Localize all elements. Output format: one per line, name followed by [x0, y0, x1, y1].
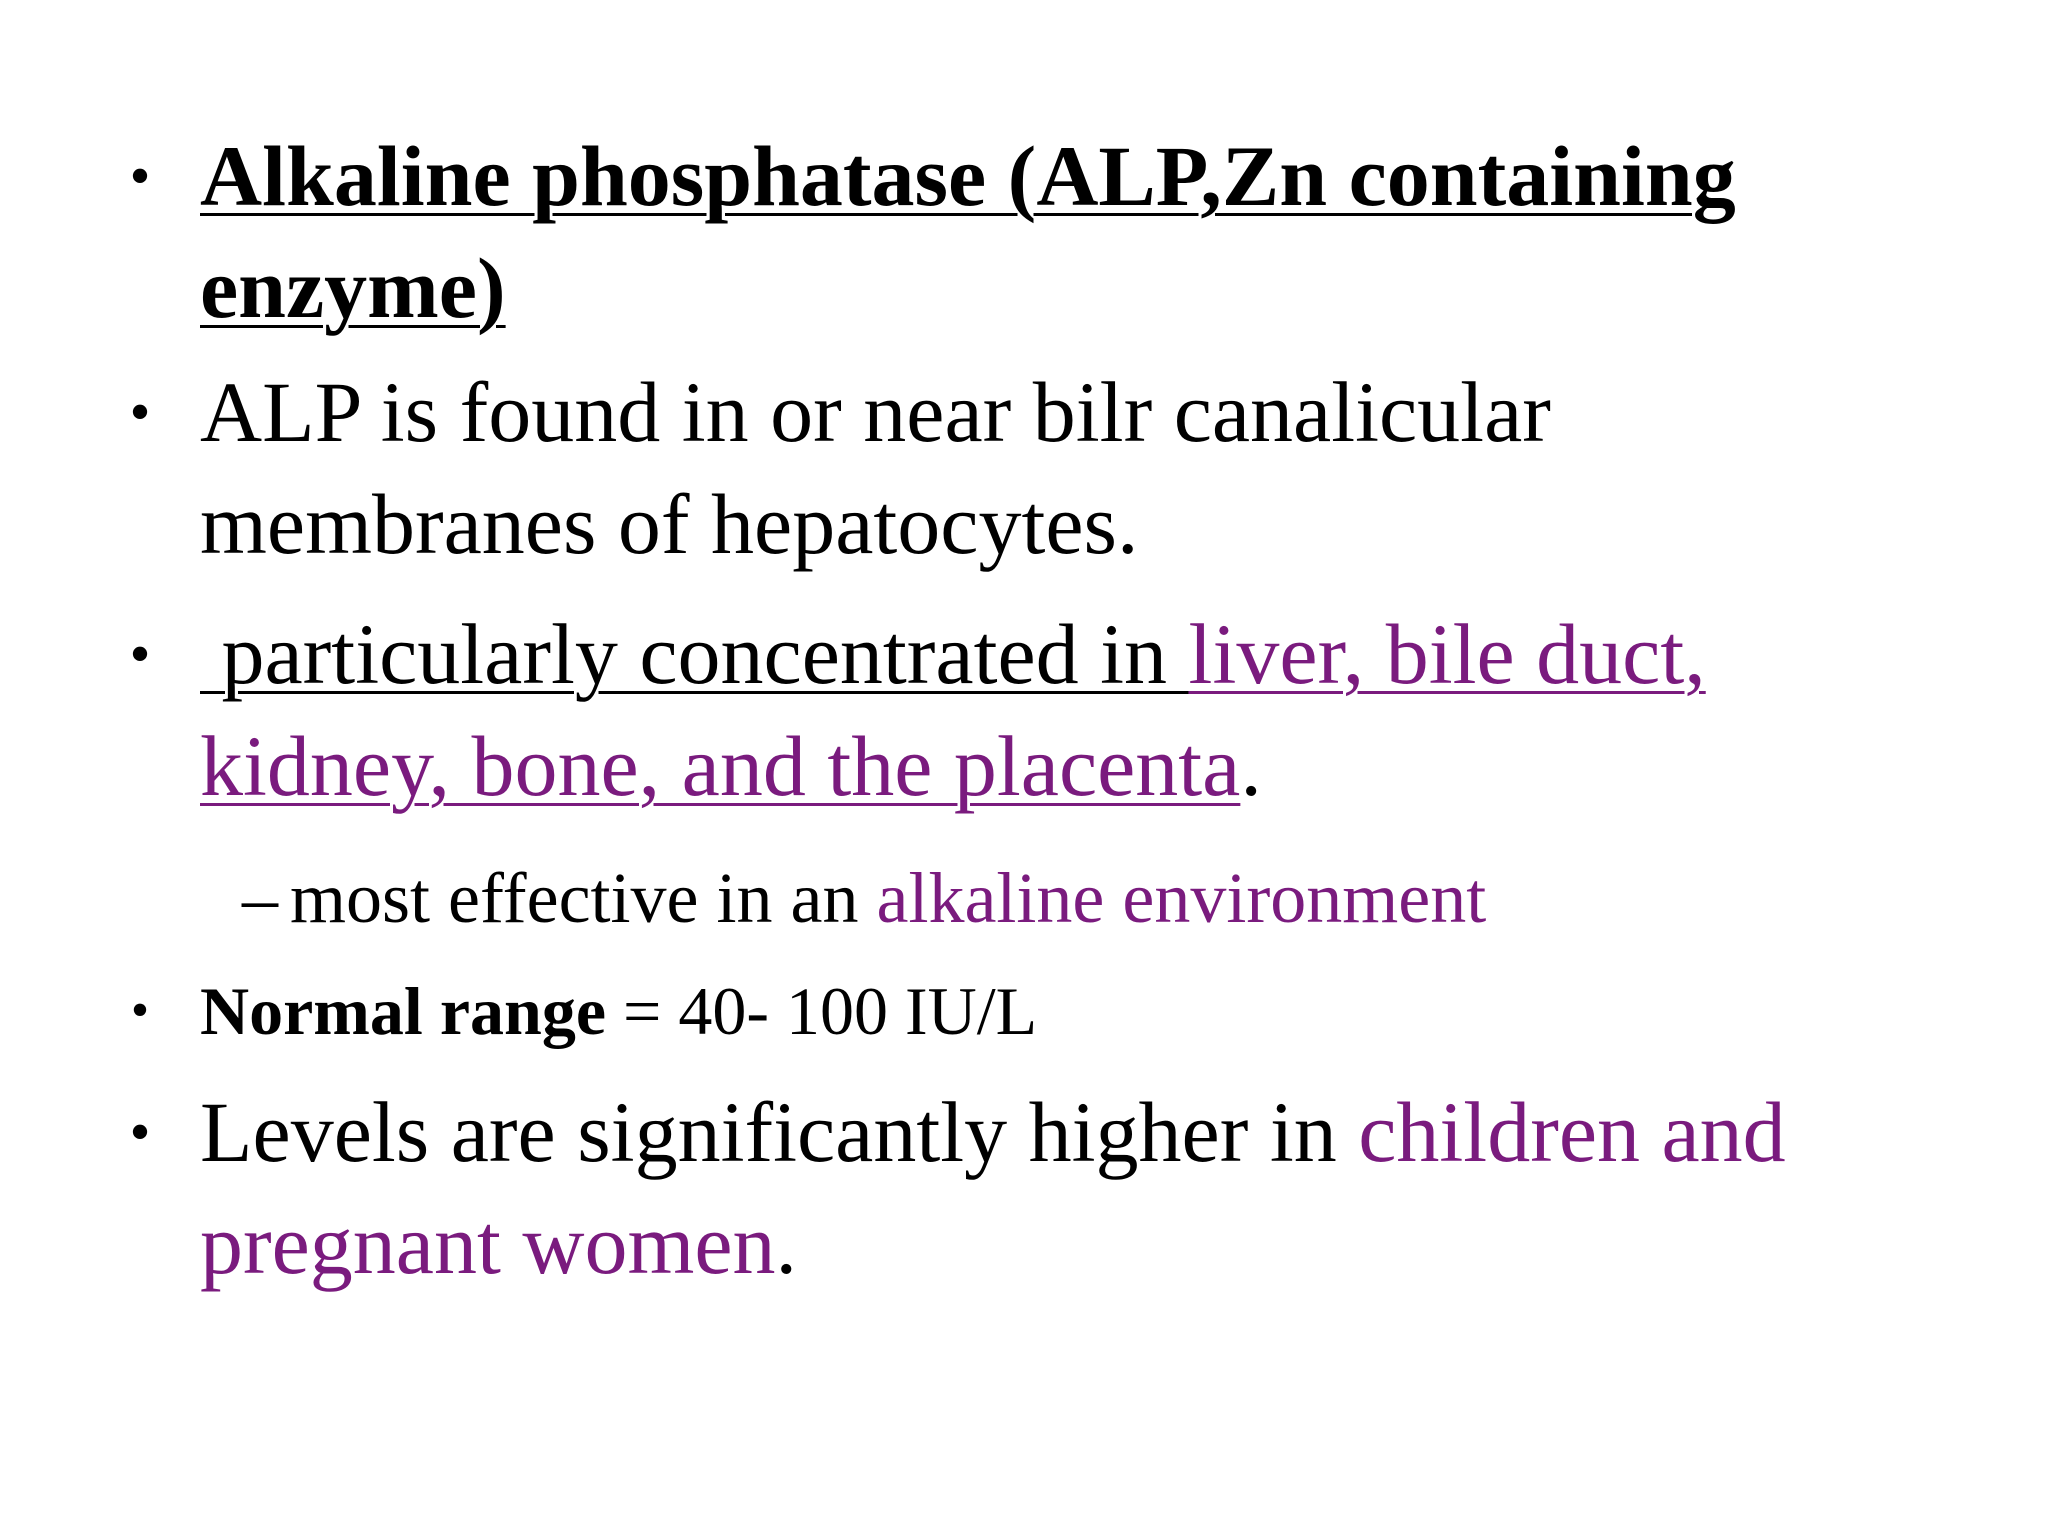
bullet-item-normal-range	[130, 965, 1960, 1057]
alkaline-line	[290, 850, 2048, 946]
alkaline-text: most effective in an	[290, 858, 877, 938]
normal-range-label: Normal range	[200, 973, 607, 1049]
bullet-icon: •	[129, 379, 151, 445]
concentration-line-1	[200, 598, 1960, 710]
bullet-icon: •	[130, 982, 150, 1039]
bullet-icon: •	[129, 1099, 151, 1165]
levels-text: Levels are significantly higher in	[200, 1084, 1359, 1180]
bullet-icon: •	[129, 143, 151, 209]
normal-range-value: = 40- 100 IU/L	[606, 973, 1038, 1049]
bullet-icon: •	[129, 621, 151, 687]
levels-highlight-part-2: pregnant women	[200, 1196, 776, 1292]
levels-line-1	[200, 1076, 1960, 1188]
concentration-organs-part-1: liver, bile duct,	[1188, 606, 1706, 702]
alkaline-highlight: alkaline environment	[876, 858, 1487, 938]
location-line-2: membranes of hepatocytes.	[200, 476, 1139, 572]
normal-range-line	[200, 965, 1960, 1057]
levels-highlight-part-1: children and	[1358, 1084, 1786, 1180]
concentration-period: .	[1240, 718, 1262, 814]
bullet-item-levels	[129, 1076, 1960, 1300]
alp-title-line-2: enzyme)	[200, 240, 506, 336]
concentration-line-2	[200, 710, 1960, 822]
bullet-item-concentration	[129, 598, 1960, 822]
bullet-item-location	[129, 356, 1960, 580]
location-line-1: ALP is found in or near bilr canalicular	[200, 364, 1551, 460]
dash-icon: –	[242, 858, 278, 938]
concentration-text: particularly concentrated in	[200, 606, 1189, 702]
concentration-organs-part-2: kidney, bone, and the placenta	[200, 718, 1241, 814]
alp-title-line-1: Alkaline phosphatase (ALP,Zn containing	[200, 128, 1736, 224]
levels-line-2	[200, 1188, 1960, 1300]
bullet-item-alp-title	[129, 120, 1960, 344]
sub-item-alkaline-environment	[242, 850, 2048, 946]
levels-period: .	[775, 1196, 798, 1292]
